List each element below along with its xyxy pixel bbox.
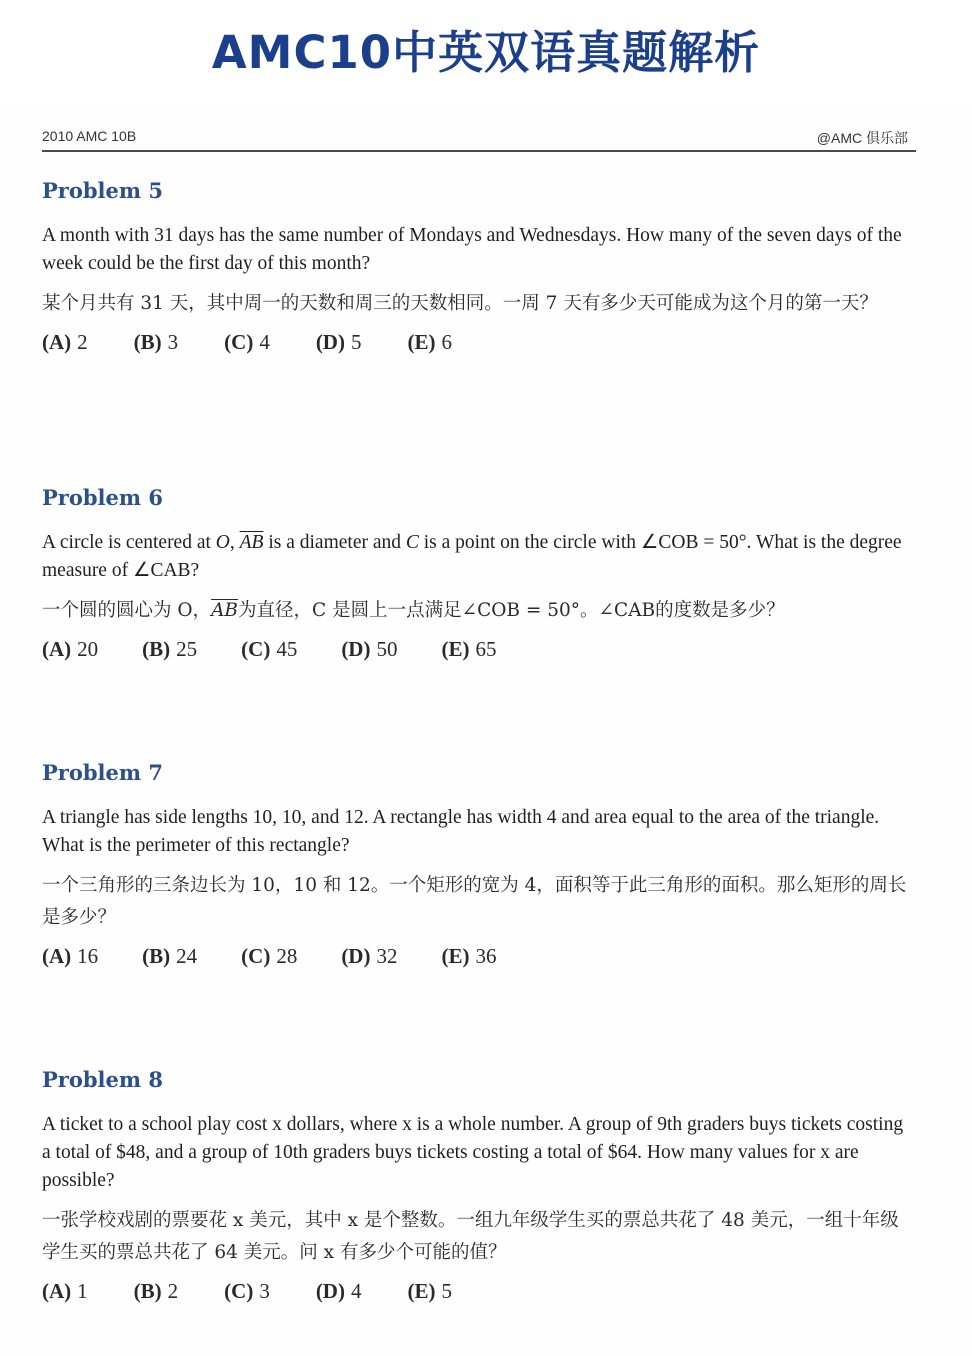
choice-a: (A) 1 bbox=[42, 1279, 88, 1303]
choice-a: (A) 16 bbox=[42, 944, 99, 968]
choice-b: (B) 24 bbox=[142, 944, 198, 968]
problem-8 bbox=[42, 1067, 916, 1307]
header-club-label: @AMC 俱乐部 bbox=[816, 130, 908, 146]
answer-choices bbox=[42, 940, 916, 972]
problem-title: Problem 6 bbox=[42, 485, 164, 510]
problem-7 bbox=[42, 760, 916, 972]
problem-title: Problem 5 bbox=[42, 178, 164, 203]
problem-text-zh: 一张学校戏剧的票要花 x 美元，其中 x 是个整数。一组九年级学生买的票总共花了 48 美元，一组十年级学生买的票总共花了 64 美元。问 x 有多少个可能的值？ bbox=[42, 1210, 899, 1263]
choice-c: (C) 3 bbox=[224, 1279, 270, 1303]
choice-d: (D) 4 bbox=[315, 1279, 362, 1303]
choice-e: (E) 5 bbox=[407, 1279, 452, 1303]
choice-c: (C) 28 bbox=[241, 944, 298, 968]
choice-c: (C) 45 bbox=[241, 637, 298, 661]
page-header bbox=[42, 124, 916, 152]
problem-text-en: A ticket to a school play cost x dollars, where x is a whole number. A group of 9th graders buys tickets costing a total of $48, and a group of 10th graders buys tickets costing a total of $64. How many values for x are possible? bbox=[42, 1114, 904, 1191]
problem-text-zh: 某个月共有 31 天，其中周一的天数和周三的天数相同。一周 7 天有多少天可能成为这个月的第一天？ bbox=[42, 293, 878, 314]
choice-b: (B) 25 bbox=[142, 637, 198, 661]
problem-text-en: A circle is centered at O, $\overline{AB}$ is a diameter and C is a point on the circle with ∠COB = 50°. What is the degree measure of ∠CAB? bbox=[42, 532, 902, 581]
header-exam-label: 2010 AMC 10B bbox=[42, 128, 137, 144]
problem-text-en: A triangle has side lengths 10, 10, and 12. A rectangle has width 4 and area equal to the area of the triangle. What is the perimeter of this rectangle? bbox=[42, 807, 880, 856]
choice-b: (B) 2 bbox=[133, 1279, 179, 1303]
choice-e: (E) 6 bbox=[407, 330, 452, 354]
problem-text-en: A month with 31 days has the same number of Mondays and Wednesdays. How many of the seven days of the week could be the first day of this month? bbox=[42, 225, 902, 274]
choice-e: (E) 65 bbox=[441, 637, 497, 661]
problem-5 bbox=[42, 178, 916, 358]
choice-b: (B) 3 bbox=[133, 330, 179, 354]
problem-title: Problem 8 bbox=[42, 1067, 164, 1092]
choice-d: (D) 32 bbox=[341, 944, 398, 968]
problem-title: Problem 7 bbox=[42, 760, 164, 785]
choice-d: (D) 5 bbox=[315, 330, 362, 354]
banner bbox=[0, 0, 972, 104]
answer-choices bbox=[42, 1275, 916, 1307]
choice-d: (D) 50 bbox=[341, 637, 398, 661]
choice-a: (A) 2 bbox=[42, 330, 88, 354]
choice-a: (A) 20 bbox=[42, 637, 99, 661]
answer-choices bbox=[42, 633, 916, 665]
choice-e: (E) 36 bbox=[441, 944, 497, 968]
choice-c: (C) 4 bbox=[224, 330, 270, 354]
banner-title: AMC10中英双语真题解析 bbox=[211, 26, 761, 79]
problem-text-zh: 一个圆的圆心为 O，$\overline{AB}$为直径，C 是圆上一点满足∠COB = 50°。∠CAB的度数是多少？ bbox=[42, 600, 785, 621]
answer-choices bbox=[42, 326, 916, 358]
document-page bbox=[0, 104, 972, 1356]
problem-text-zh: 一个三角形的三条边长为 10，10 和 12。一个矩形的宽为 4，面积等于此三角形的面积。那么矩形的周长是多少？ bbox=[42, 875, 907, 928]
problem-6 bbox=[42, 485, 916, 665]
